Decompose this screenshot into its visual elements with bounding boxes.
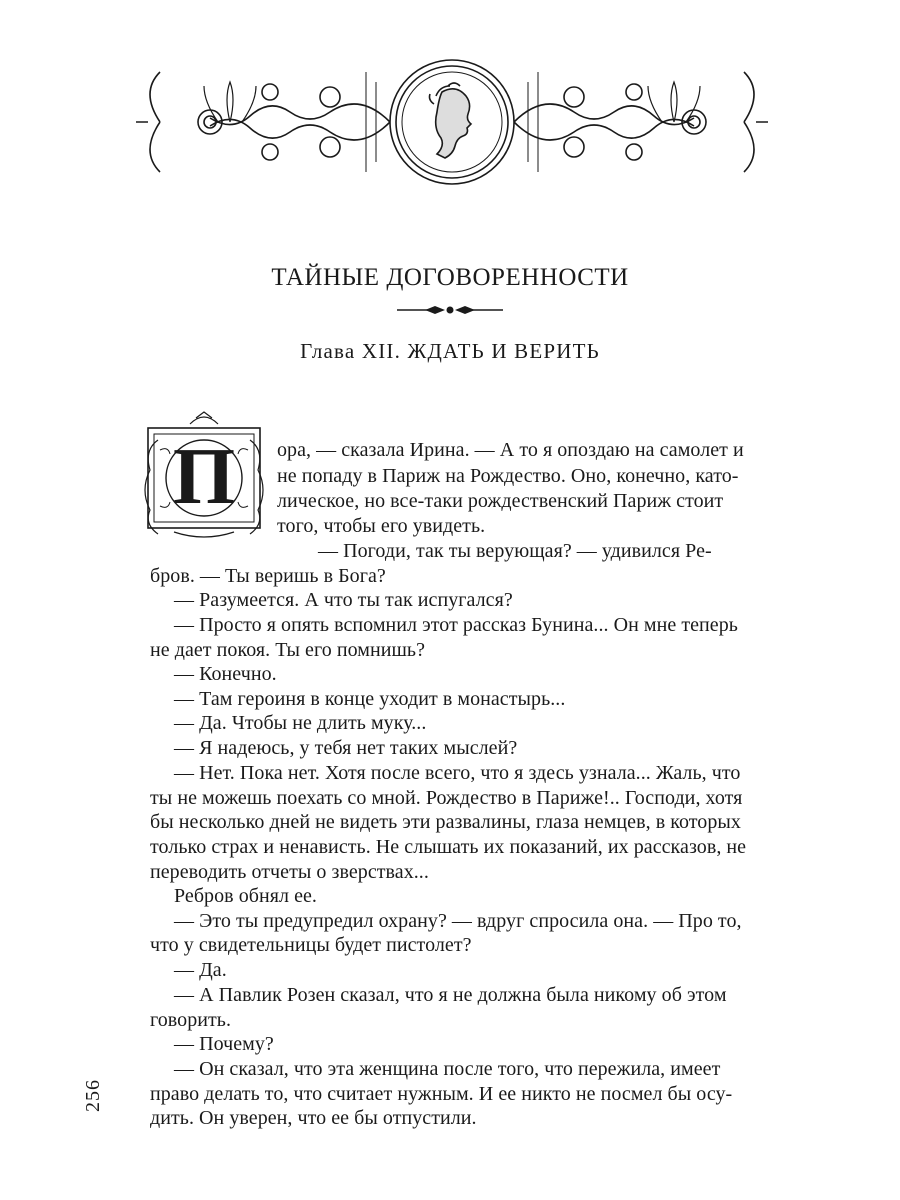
text-line: бров. — Ты веришь в Бога? <box>150 565 386 587</box>
text-line: не попаду в Париж на Рождество. Оно, конечно, като- <box>277 465 739 487</box>
text-line: — Я надеюсь, у тебя нет таких мыслей? <box>174 737 518 759</box>
text-line: говорить. <box>150 1009 232 1031</box>
drop-cap-letter: П <box>172 433 236 521</box>
page-number: 256 <box>82 1079 104 1112</box>
chapter-title: Глава XII. ЖДАТЬ И ВЕРИТЬ <box>300 339 600 363</box>
title-divider <box>395 303 505 317</box>
text-line: переводить отчеты о зверствах... <box>150 861 429 883</box>
text-line: лическое, но все-таки рождественский Париж стоит <box>277 490 724 512</box>
text-line: право делать то, что считает нужным. И ее никто не посмел бы осу- <box>150 1083 733 1105</box>
text-line: — Конечно. <box>174 663 277 685</box>
text-line: — Разумеется. А что ты так испугался? <box>174 589 513 611</box>
text-line: — Это ты предупредил охрану? — вдруг спросила она. — Про то, <box>174 910 742 932</box>
part-title: ТАЙНЫЕ ДОГОВОРЕННОСТИ <box>271 264 629 291</box>
text-line: только страх и ненависть. Не слышать их показаний, их рассказов, не <box>150 836 747 858</box>
text-line: — Да. <box>174 959 227 981</box>
text-line: — Погоди, так ты верующая? — удивился Ре- <box>318 540 712 562</box>
text-line: ора, — сказала Ирина. — А то я опоздаю на самолет и <box>277 439 744 461</box>
text-line: не дает покоя. Ты его помнишь? <box>150 639 425 661</box>
text-line: — Он сказал, что эта женщина после того, что пережила, имеет <box>174 1058 721 1080</box>
text-line: того, чтобы его увидеть. <box>277 515 486 537</box>
text-line: что у свидетельницы будет пистолет? <box>150 934 472 956</box>
text-line: Ребров обнял ее. <box>174 885 317 907</box>
text-line: — Да. Чтобы не длить муку... <box>174 712 427 734</box>
text-line: ты не можешь поехать со мной. Рождество в Париже!.. Господи, хотя <box>150 787 743 809</box>
ornamental-headpiece <box>130 52 775 192</box>
text-line: — Почему? <box>174 1033 274 1055</box>
text-line: дить. Он уверен, что ее бы отпустили. <box>150 1107 477 1129</box>
text-line: — Просто я опять вспомнил этот рассказ Бунина... Он мне теперь <box>174 614 738 636</box>
text-line: — А Павлик Розен сказал, что я не должна была никому об этом <box>174 984 727 1006</box>
text-line: бы несколько дней не видеть эти развалины, глаза немцев, в которых <box>150 811 741 833</box>
text-line: — Нет. Пока нет. Хотя после всего, что я здесь узнала... Жаль, что <box>174 762 741 784</box>
text-line: — Там героиня в конце уходит в монастырь... <box>174 688 566 710</box>
